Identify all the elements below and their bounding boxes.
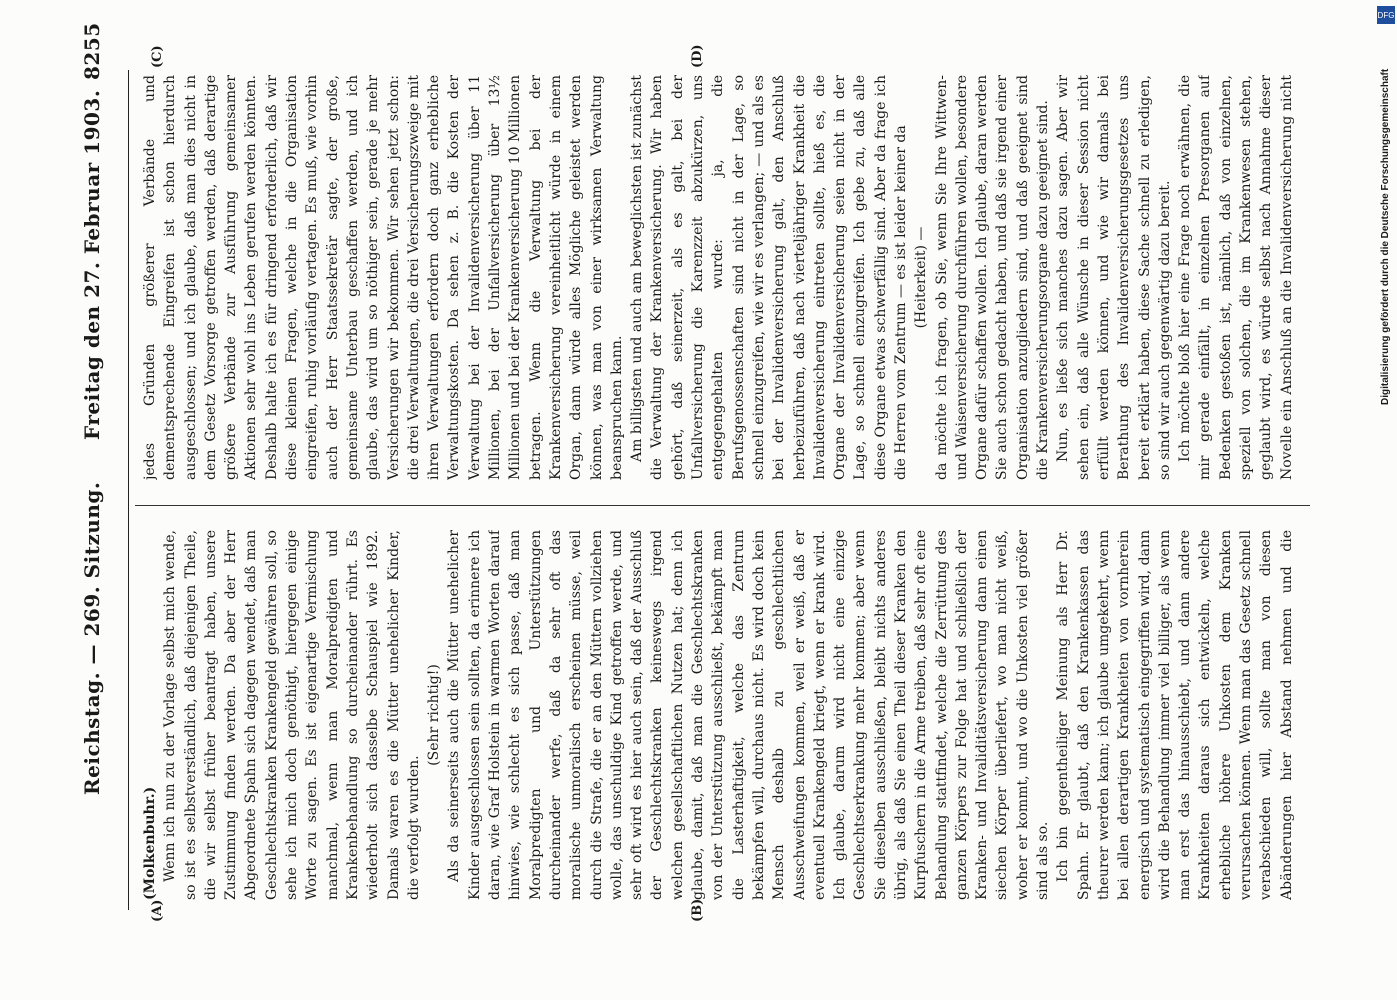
paragraph: Nun, es ließe sich manches dazu sagen. Aber wir sehen ein, daß alle Wünsche in dieser Session nicht erfüllt werden können, und wie wir damals bei Berathung des Invalidenversicherungsgesetzes uns bereit erklärt haben, diese Sache schnell zu erledigen, so sind wir auch gegenwärtig dazu bereit. xyxy=(1055,75,1173,480)
dfg-logo: DFG xyxy=(1377,6,1395,24)
digitization-credit xyxy=(1376,0,1396,1000)
paragraph: da möchte ich fragen, ob Sie, wenn Sie Ihre Wittwen- und Waisenversicherung durchführen wollen, besondere Organe dafür schaffen wollen. Ich glaube, daran werden Sie auch schon gedacht haben, und daß sie irgend einer Organisation anzugliedern sind, und daß geeignet sind die Krankenversicherungsorgane dazu geeignet sind. xyxy=(933,75,1052,480)
page-number: 8255 xyxy=(80,22,104,80)
margin-marker-d: (D) xyxy=(690,44,705,68)
running-header-date: Freitag den 27. Februar 1903. xyxy=(80,89,104,440)
digitization-credit-text: Digitalisierung gefördert durch die Deutsche Forschungsgemeinschaft xyxy=(1380,68,1391,405)
paragraph: Ich bin gegentheiliger Meinung als Herr Dr. Spahn. Er glaubt, daß den Krankenkassen das theurer werden kann; ich glaube umgekehrt, wenn bei allen derartigen Krankheiten von vornherein energisch und systematisch eingegriffen wird, dann wird die Behandlung immer viel billiger, als wenn man erst das hinausschiebt, und dann andere Krankheiten daraus sich entwickeln, welche erhebliche höhere Unkosten dem Kranken verursachen können. Wenn man das Gesetz schnell verabschieden will, sollte man von diesen Abänderungen hier Abstand nehmen und die xyxy=(1055,530,1295,900)
paragraph: Als da seinerseits auch die Mütter unehelicher Kinder ausgeschlossen sein sollten, da erinnere ich daran, wie Graf Holstein in warmen Worten darauf hinwies, wie schlecht es sich passe, daß man Moralpredigten und Unterstützungen durcheinander werfe, daß da sehr oft das moralische unmoralisch erscheinen müsse, weil durch die Strafe, die er an den Müttern vollziehen wolle, das unschuldige Kind getroffen werde, und sehr oft wird es hier auch sein, daß der Ausschluß der Geschlechtskranken keineswegs irgend welchen gesellschaftlichen Nutzen hat; denn ich glaube, damit, daß man die Geschlechtskranken von der Unterstützung ausschließt, bekämpft man die Lasterhaftigkeit, welche das Zentrum bekämpfen will, durchaus nicht. Es wird doch kein Mensch deshalb zu geschlechtlichen Ausschweifungen kommen, weil er weiß, daß er eventuell Krankengeld kriegt, wenn er krank wird. Ich glaube, darum wird nicht eine einzige Geschlechtserkrankung mehr kommen; aber wenn Sie dieselben ausschließen, bleibt nichts anderes übrig, als daß Sie einen Theil dieser Kranken den Kurpfuschern in die Arme treiben, daß sehr oft eine Behandlung stattfindet, welche die Zerrüttung des ganzen Körpers zur Folge hat und schließlich der Kranken- und Invaliditätsversicherung dann einen siechen Körper überliefert, wo man nicht weiß, woher er kommt, und wo die Unkosten viel größer sind als so. xyxy=(446,530,1052,900)
paragraph: Ich möchte bloß hier eine Frage noch erwähnen, die mir gerade einfällt, in einzelnen Presorganen auf Bedenken gestoßen ist, nämlich, daß von einzelnen, speziell von solchen, die im Krankenwesen stehen, geglaubt wird, es würde selbst nach Annahme dieser Novelle ein Anschluß an die Invalidenversicherung nicht xyxy=(1177,75,1295,480)
paragraph: Wenn ich nun zu der Vorlage selbst mich wende, so ist es selbstverständlich, daß diejenigen Theile, die wir selbst früher beantragt haben, unsere Zustimmung finden werden. Da aber der Herr Abgeordnete Spahn sich dagegen wendet, daß man Geschlechtskranken Krankengeld gewähren soll, so sehe ich mich doch genöthigt, hiergegen einige Worte zu sagen. Es ist eigenartige Vermischung manchmal, wenn man Moralpredigten und Krankenbehandlung so durcheinander rührt. Es wiederholt sich dasselbe Schauspiel wie 1892. Damals waren es die Mütter unehelicher Kinder, die verfolgt wurden. xyxy=(162,530,422,900)
interjection: (Sehr richtig!) xyxy=(426,664,443,766)
margin-marker-b: (B) xyxy=(690,898,705,922)
speaker-name: (Molkenbuhr.) xyxy=(142,786,158,900)
margin-marker-c: (C) xyxy=(150,45,165,68)
left-text-column xyxy=(140,530,1300,900)
column-divider xyxy=(135,505,1310,506)
right-text-column xyxy=(140,75,1300,480)
interjection: (Heiterkeit) — xyxy=(913,226,930,329)
paragraph: jedes Gründen größerer Verbände und dementsprechende Eingreifen ist schon hierdurch ausgeschlossen; und ich glaube, daß man dies nicht in dem Gesetz Vorsorge getroffen werden, daß derartige größere Verbände zur Ausführung gemeinsamer Aktionen sehr wohl ins Leben gerufen werden könnten. Deshalb halte ich es für dringend erforderlich, daß wir diese kleinen Fragen, welche in die Organisation eingreifen, ruhig vorläufig vertagen. Es muß, wie vorhin auch der Herr Staatssekretär sagte, der große, gemeinsame Unterbau geschaffen werden, und ich glaube, das wird um so nöthiger sein, gerade je mehr Versicherungen wir bekommen. Wir sehen jetzt schon: die drei Verwaltungen, die drei Versicherungszweige mit ihren Verwaltungen erfordern doch ganz erhebliche Verwaltungskosten. Da sehen z. B. die Kosten der Verwaltung bei der Invalidenversicherung über 11 Millionen, bei der Unfallversicherung über 13½ Millionen und bei der Krankenversicherung 10 Millionen betragen. Wenn die Verwaltung bei der Krankenversicherung vereinheitlicht würde in einem Organ, dann würde alles Mögliche geleistet werden können, was man von einer wirksamen Verwaltung beanspruchen kann. xyxy=(142,75,625,480)
margin-marker-a: (A) xyxy=(150,899,165,922)
running-header-session: Reichstag. — 269. Sitzung. xyxy=(80,481,104,795)
paragraph: Am billigsten und auch am beweglichsten ist zunächst die Verwaltung der Krankenversicherung. Wir haben gehört, daß seinerzeit, als es galt, bei der Unfallversicherung die Karenzzeit abzukürzen, uns entgegengehalten wurde: ja, die Berufsgenossenschaften sind nicht in der Lage, so schnell einzugreifen, wie wir es verlangen; — und als es bei der Invalidenversicherung galt, den Anschluß herbeizuführen, daß nach vierteljähriger Krankheit die Invalidenversicherung eintreten sollte, hieß es, die Organe der Invalidenversicherung seien nicht in der Lage, so schnell einzugreifen. Ich gebe zu, daß alle diese Organe etwas schwerfällig sind. Aber da frage ich die Herren vom Zentrum — es ist leider keiner da xyxy=(629,75,909,480)
header-rule xyxy=(128,70,129,910)
